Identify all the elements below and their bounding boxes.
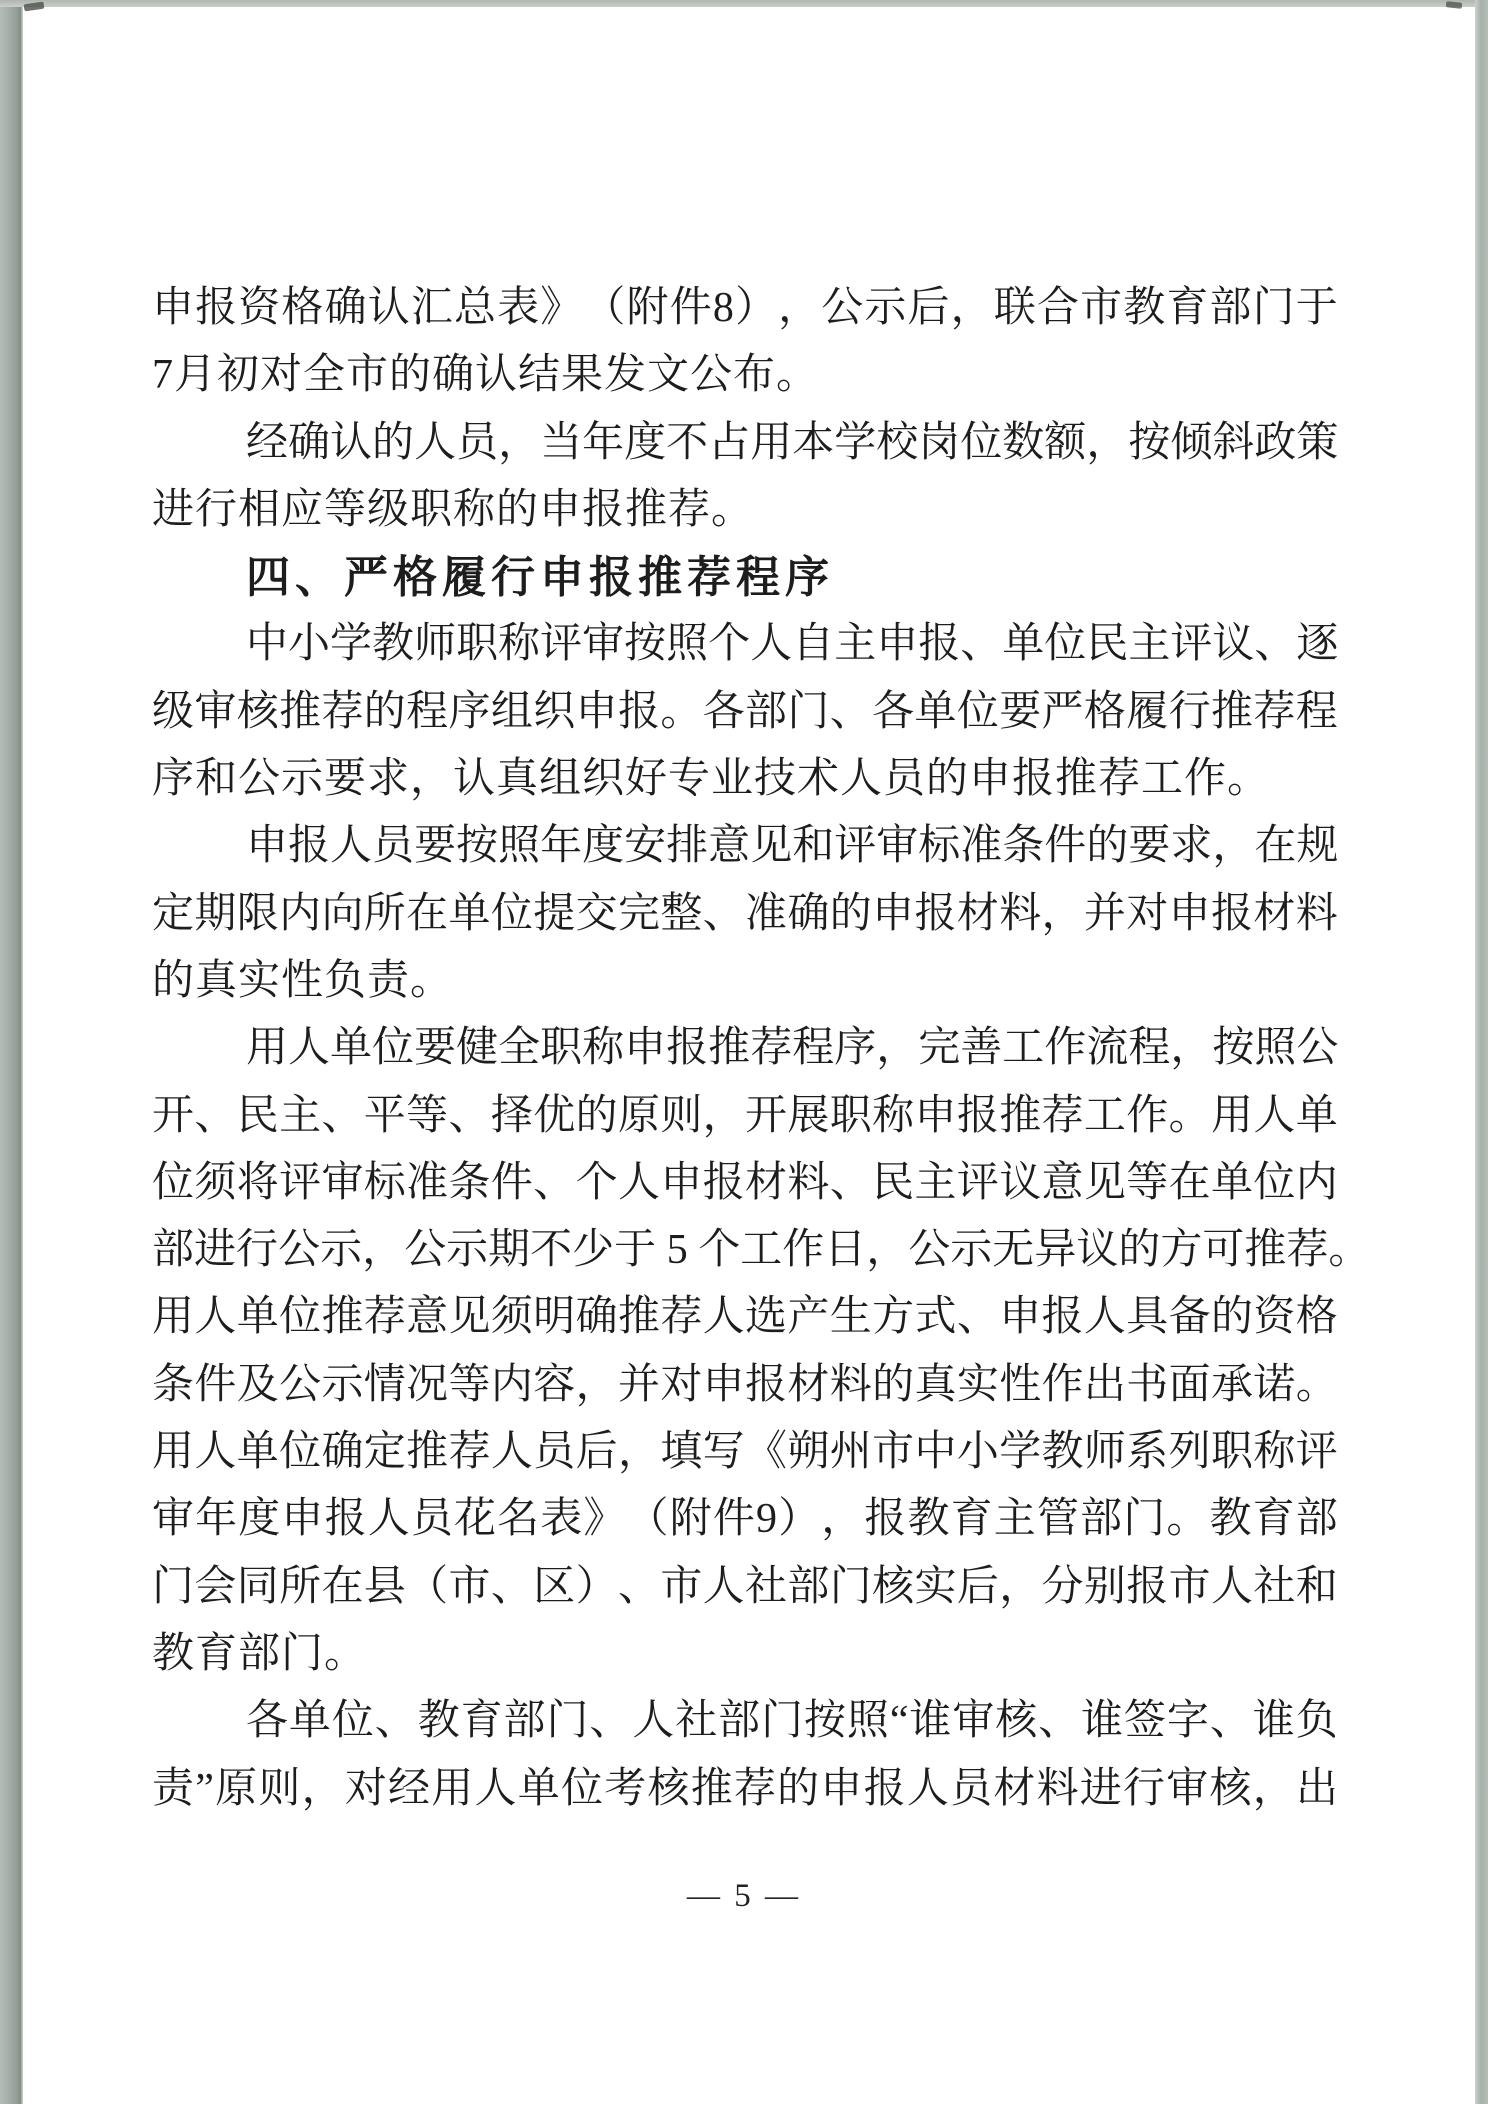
text-line: 申 报 资 格 确 认 汇 总 表 》 （ 附 件 8 ） ， 公 示 后 ， 联 合 市 教 育 部 门 于 (152, 285, 1338, 331)
text-line: 责 ” 原 则 ， 对 经 用 人 单 位 考 核 推 荐 的 申 报 人 员 材 料 进 行 审 核 ， 出 (152, 1765, 1338, 1812)
text-line: 进行相应等级职称的申报推荐。 (152, 486, 755, 533)
text-line: 定 期 限 内 向 所 在 单 位 提 交 完 整 、 准 确 的 申 报 材 料 ， 并 对 申 报 材 料 (152, 890, 1338, 937)
text-line: 审 年 度 申 报 人 员 花 名 表 》 （ 附 件 9 ） ， 报 教 育 主 管 部 门 。 教 育 部 (152, 1496, 1338, 1543)
text-line: 部 进 行 公 示 ， 公 示 期 不 少 于 5 个 工 作 日 ， 公 示 无 异 议 的 方 可 推 荐 。 (152, 1227, 1371, 1274)
text-line: 开 、 民 主 、 平 等 、 择 优 的 原 则 ， 开 展 职 称 申 报 推 荐 工 作 。 用 人 单 (152, 1092, 1338, 1139)
scan-edge-right (1475, 0, 1488, 2104)
scan-artifact (24, 2, 45, 12)
section-heading: 四、严格履行申报推荐程序 (246, 553, 834, 603)
text-line: 申 报 人 员 要 按 照 年 度 安 排 意 见 和 评 审 标 准 条 件 的 要 求 ， 在 规 (246, 823, 1339, 870)
text-line: 门 会 同 所 在 县 （ 市 、 区 ） 、 市 人 社 部 门 核 实 后 ， 分 别 报 市 人 社 和 (152, 1563, 1338, 1610)
scan-artifact (1446, 1, 1463, 9)
text-line: 经 确 认 的 人 员 ， 当 年 度 不 占 用 本 学 校 岗 位 数 额 ， 按 倾 斜 政 策 (246, 419, 1339, 466)
scan-edge-top (0, 0, 1488, 7)
text-line: 各 单 位 、 教 育 部 门 、 人 社 部 门 按 照 “ 谁 审 核 、 谁 签 字 、 谁 负 (246, 1698, 1338, 1745)
document-body (152, 275, 1371, 1823)
text-line: 中 小 学 教 师 职 称 评 审 按 照 个 人 自 主 申 报 、 单 位 民 主 评 议 、 逐 (246, 621, 1339, 668)
text-line: 教育部门。 (152, 1630, 368, 1677)
text-line: 序和公示要求，认真组织好专业技术人员的申报推荐工作。 (152, 756, 1271, 803)
scan-edge-left (0, 0, 23, 2104)
text-line: 级 审 核 推 荐 的 程 序 组 织 申 报 。 各 部 门 、 各 单 位 要 严 格 履 行 推 荐 程 (152, 688, 1338, 735)
text-line: 用 人 单 位 推 荐 意 见 须 明 确 推 荐 人 选 产 生 方 式 、 申 报 人 具 备 的 资 格 (152, 1294, 1338, 1341)
page-number: — 5 — (687, 1878, 801, 1914)
text-line: 条 件 及 公 示 情 况 等 内 容 ， 并 对 申 报 材 料 的 真 实 性 作 出 书 面 承 诺 。 (152, 1361, 1338, 1408)
text-line: 用 人 单 位 要 健 全 职 称 申 报 推 荐 程 序 ， 完 善 工 作 流 程 ， 按 照 公 (246, 1025, 1339, 1072)
text-line: 7月初对全市的确认结果发文公布。 (152, 352, 820, 399)
text-line: 用 人 单 位 确 定 推 荐 人 员 后 ， 填 写 《 朔 州 市 中 小 学 教 师 系 列 职 称 评 (152, 1429, 1338, 1476)
text-line: 位 须 将 评 审 标 准 条 件 、 个 人 申 报 材 料 、 民 主 评 议 意 见 等 在 单 位 内 (152, 1159, 1338, 1206)
text-line: 的真实性负责。 (152, 957, 454, 1004)
